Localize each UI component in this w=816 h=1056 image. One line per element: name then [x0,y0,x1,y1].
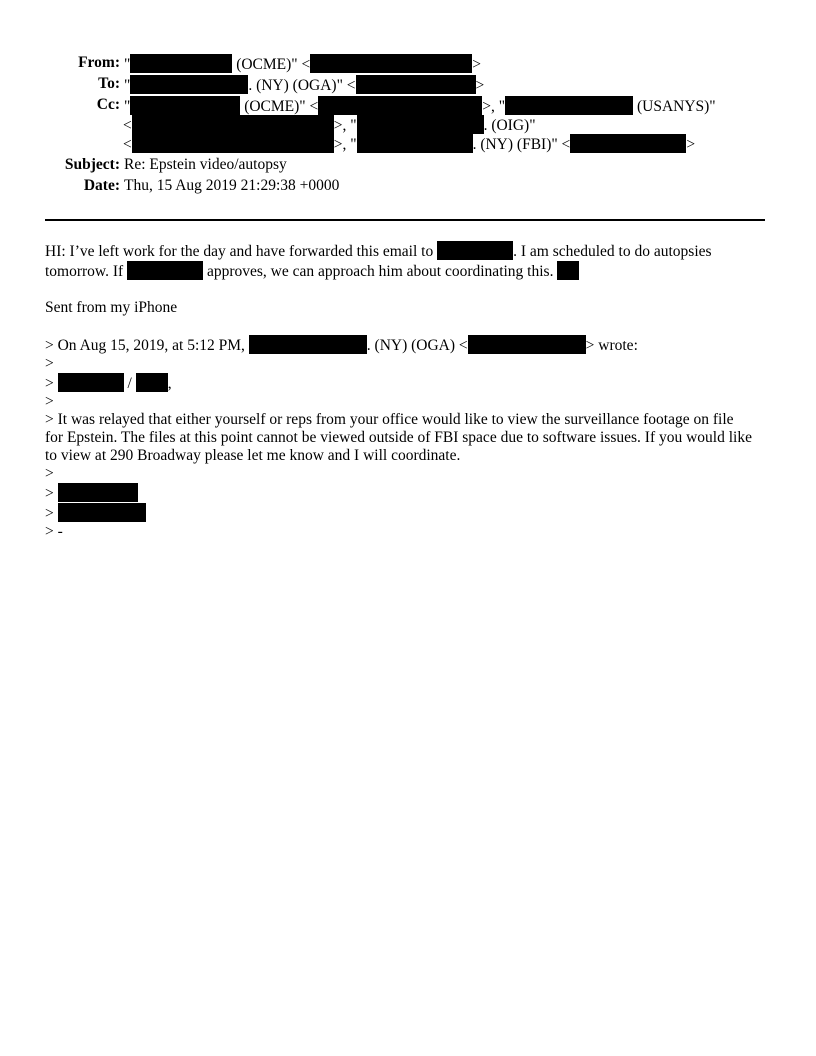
quote-line: > [45,465,54,482]
quote-line: > - [45,523,63,540]
redaction [127,261,203,280]
subject-label: Subject: [64,156,120,173]
redaction [58,503,146,522]
redaction [437,241,513,260]
quote-line: > [45,355,54,372]
quote-paragraph: > It was relayed that either yourself or reps from your office would like to view the surveillance footage on file for Epstein. The files at this point cannot be viewed outside of FBI space due to software issues. If you would like to view at 290 Broadway please let me know and I will coordinate. [45,411,752,464]
quote-signature-line: > [45,503,765,523]
date-label: Date: [83,177,120,194]
email-body [45,241,765,541]
quote-signature-line: > [45,483,765,503]
cc-line-1: " (OCME)" < >, " (USANYS)" [124,98,716,115]
cc-row [0,96,816,156]
redaction [357,134,473,153]
signature: Sent from my iPhone [45,299,178,316]
subject-row [0,156,816,177]
redaction [468,335,586,354]
redaction [249,335,367,354]
from-label: From: [78,54,120,71]
redaction [557,261,579,280]
cc-line-3: < >, " . (NY) (FBI)" < > [123,136,696,153]
redaction [58,483,138,502]
redaction [132,115,334,134]
redaction [58,373,124,392]
redaction [357,115,484,134]
from-row [0,54,816,75]
to-row [0,75,816,96]
cc-line-2: < >, " . (OIG)" [123,117,536,134]
redaction [318,96,482,115]
to-label: To: [98,75,120,92]
cc-label: Cc: [96,96,120,113]
redaction [136,373,168,392]
redaction [130,96,240,115]
quote-line: > [45,393,54,410]
date-row [0,177,816,198]
redaction [132,134,334,153]
from-value: " (OCME)" < > [124,56,482,73]
redaction [310,54,472,73]
redaction [130,75,248,94]
quote-attribution: > On Aug 15, 2019, at 5:12 PM, . (NY) (OGA) < > wrote: [45,337,638,354]
redaction [130,54,232,73]
subject-value: Re: Epstein video/autopsy [124,156,287,173]
header-divider [45,219,765,221]
quote-greeting: > / , [45,375,172,392]
redaction [570,134,686,153]
to-value: " . (NY) (OGA)" < > [124,77,485,94]
email-header [0,54,816,198]
date-value: Thu, 15 Aug 2019 21:29:38 +0000 [124,177,340,194]
message-paragraph: HI: I’ve left work for the day and have forwarded this email to . I am scheduled to do autopsies tomorrow. If approves, we can approach him about coordinating this. [45,243,712,280]
redaction [356,75,476,94]
redaction [505,96,633,115]
